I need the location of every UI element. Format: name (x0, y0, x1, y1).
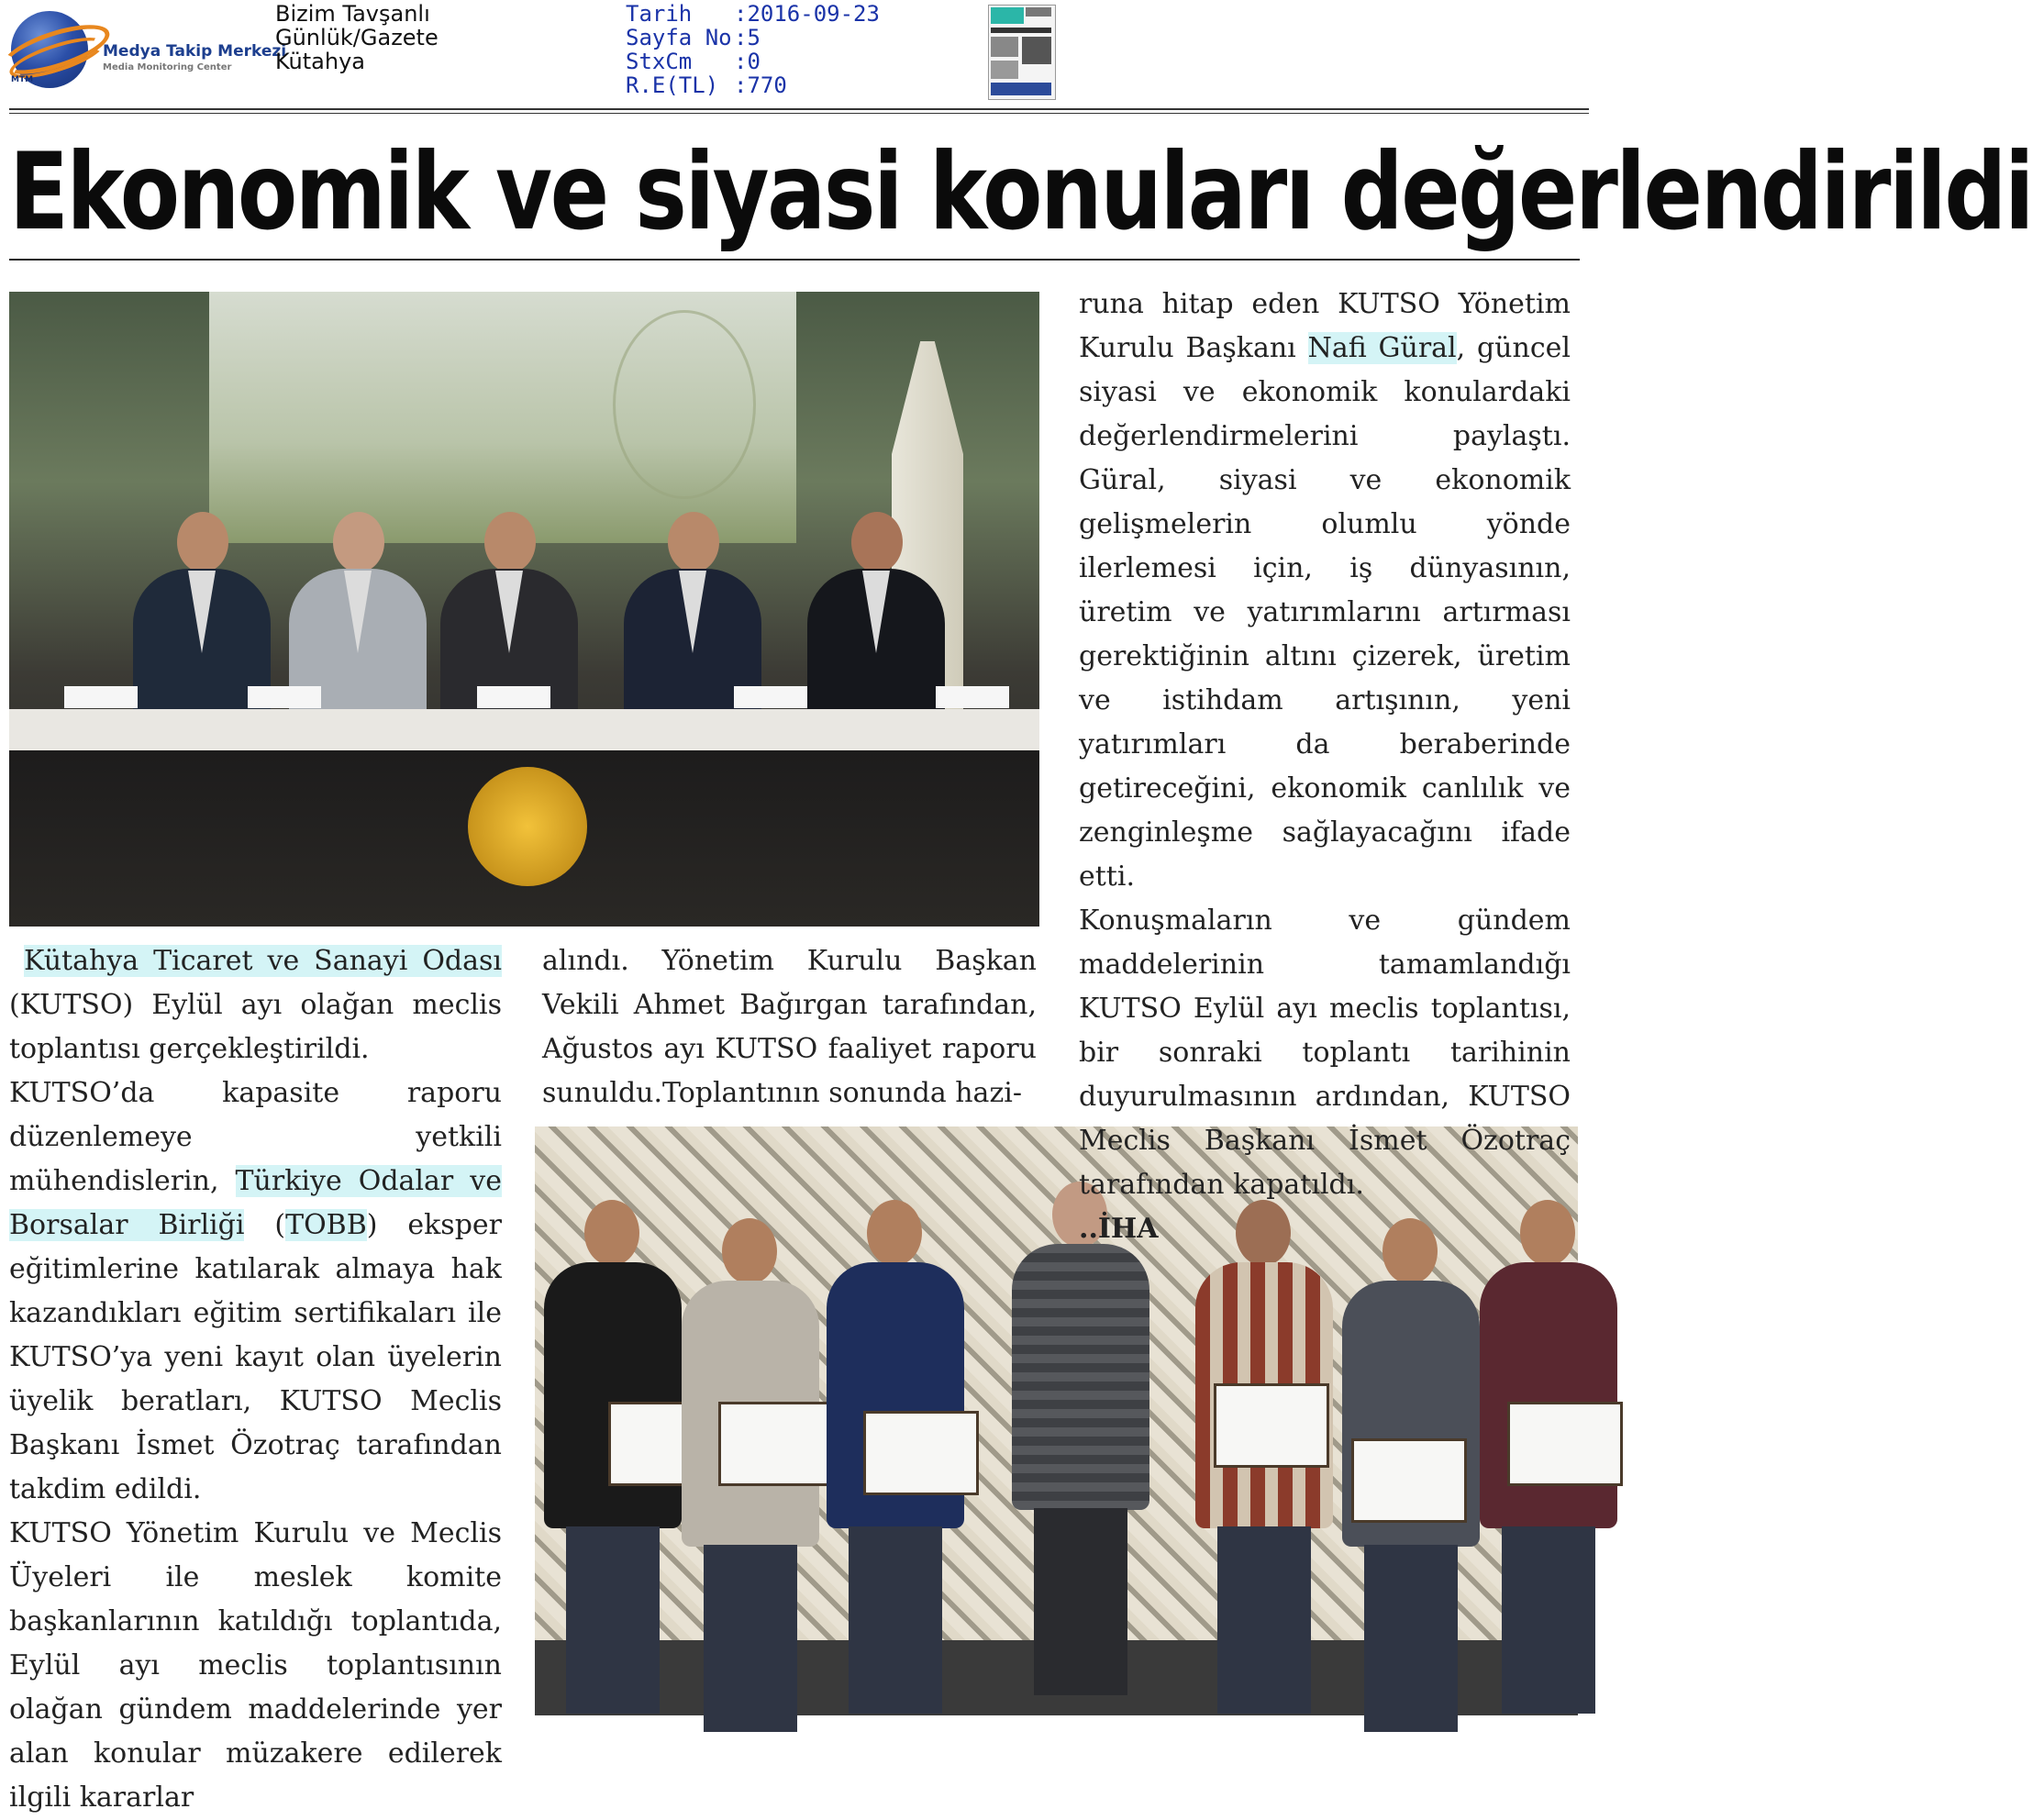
meta-label: Sayfa No (626, 25, 732, 50)
highlight-organization: TOBB (285, 1209, 367, 1241)
certificate-recipient (1480, 1200, 1617, 1714)
highlight-organization: Türkiye Odalar ve Borsalar Birliği (9, 1165, 502, 1241)
meta-row-stxcm (626, 50, 880, 73)
meta-row-re (626, 73, 880, 97)
meta-row-page (626, 26, 880, 50)
paragraph: KUTSO Yönetim Kurulu ve Meclis Üyeleri ile meslek komite başkanlarının katıldığı toplantıda, Eylül ayı meclis toplantısının olağan gündem maddelerinde yer alan konular müzakere edilerek ilgili kararlar (9, 1517, 502, 1814)
certificate-recipient (1342, 1218, 1480, 1732)
paragraph-text: (KUTSO) Eylül ayı olağan meclis toplantısı gerçekleştirildi. (9, 989, 502, 1065)
certificate-recipient (544, 1200, 682, 1714)
paragraph-text: ( (244, 1209, 286, 1241)
certificate-recipient (827, 1200, 964, 1714)
publication-info (275, 2, 439, 73)
nameplate (64, 686, 138, 708)
nameplate (936, 686, 1009, 708)
meta-value: :2016-09-23 (734, 1, 880, 27)
projection-screen (209, 292, 796, 543)
logo-title: Medya Takip Merkezi (103, 42, 287, 61)
meta-label: R.E(TL) (626, 72, 719, 98)
article-column-1 (9, 939, 502, 1820)
paragraph (9, 939, 502, 1071)
publication-type: Günlük/Gazete (275, 25, 439, 50)
certificate-recipient (682, 1218, 819, 1732)
clipping-meta (626, 2, 880, 97)
clipping-header (0, 0, 1593, 106)
paragraph-text: KUTSO’da kapasite raporu düzenlemeye yetkili mühendislerin, (9, 1077, 502, 1197)
meta-value: :0 (734, 49, 761, 74)
chamber-president (1012, 1182, 1149, 1695)
meta-row-date (626, 2, 880, 26)
header-divider (9, 113, 1589, 114)
certificate-recipient (1195, 1200, 1333, 1714)
agency-signature: ..İHA (1079, 1213, 1159, 1245)
article-headline: Ekonomik ve siyasi konuları değerlendirildi (9, 130, 2032, 254)
article-column-2 (542, 939, 1037, 1115)
meta-value: :5 (734, 25, 761, 50)
paragraph (9, 1071, 502, 1512)
nameplate (477, 686, 550, 708)
highlight-organization: Kütahya Ticaret ve Sanayi Odası (23, 945, 502, 977)
publication-name: Bizim Tavşanlı (275, 1, 430, 27)
page-thumbnail[interactable] (988, 5, 1056, 100)
nameplate (734, 686, 807, 708)
paragraph: alındı. Yönetim Kurulu Başkan Vekili Ahmet Bağırgan tarafından, Ağustos ayı KUTSO faaliyet raporu sunuldu.Toplantının sonunda hazi- (542, 945, 1037, 1109)
nameplate (248, 686, 321, 708)
publication-city: Kütahya (275, 49, 365, 74)
paragraph (1079, 283, 1571, 899)
article-column-3 (1079, 283, 1571, 1251)
logo-subtitle: Media Monitoring Center (103, 62, 232, 72)
header-divider (9, 108, 1589, 110)
paragraph: Konuşmaların ve gündem maddelerinin tamamlandığı KUTSO Eylül ayı meclis toplantısı, bir sonraki toplantı tarihinin duyurulmasının ardından, KUTSO Meclis Başkanı İsmet Özotraç tarafından kapatıldı. (1079, 904, 1571, 1201)
paragraph-text: runa hitap eden KUTSO Yönetim Kurulu Başkanı (1079, 288, 1571, 364)
highlight-person: Nafi Güral (1307, 332, 1457, 364)
meta-label: Tarih (626, 1, 693, 27)
chamber-emblem-icon (468, 767, 587, 886)
meta-label: StxCm (626, 49, 693, 74)
mtm-logo (6, 6, 287, 84)
paragraph-text: ) eksper eğitimlerine katılarak almaya hak kazandıkları eğitim sertifikaları ile KUTSO’ya yeni kayıt olan üyelerin üyelik beratları, KUTSO Meclis Başkanı İsmet Özotraç tarafından takdim edildi. (9, 1209, 503, 1505)
meta-value: :770 (734, 72, 787, 98)
headline-rule (9, 259, 1580, 261)
logo-abbr: MTM (11, 75, 34, 84)
paragraph-text: , güncel siyasi ve ekonomik konulardaki değerlendirmelerini paylaştı. Güral, siyasi ve ekonomik gelişmelerin olumlu yönde ilerlemesi için, iş dünyasının, üretim ve yatırımlarını artırması gerektiğinin altını çizerek, üretim ve istihdam artışının, yeni yatırımları da beraberinde getireceğini, ekonomik canlılık ve zenginleşme sağlayacağını ifade etti. (1079, 332, 1571, 893)
meeting-photo (9, 292, 1039, 927)
